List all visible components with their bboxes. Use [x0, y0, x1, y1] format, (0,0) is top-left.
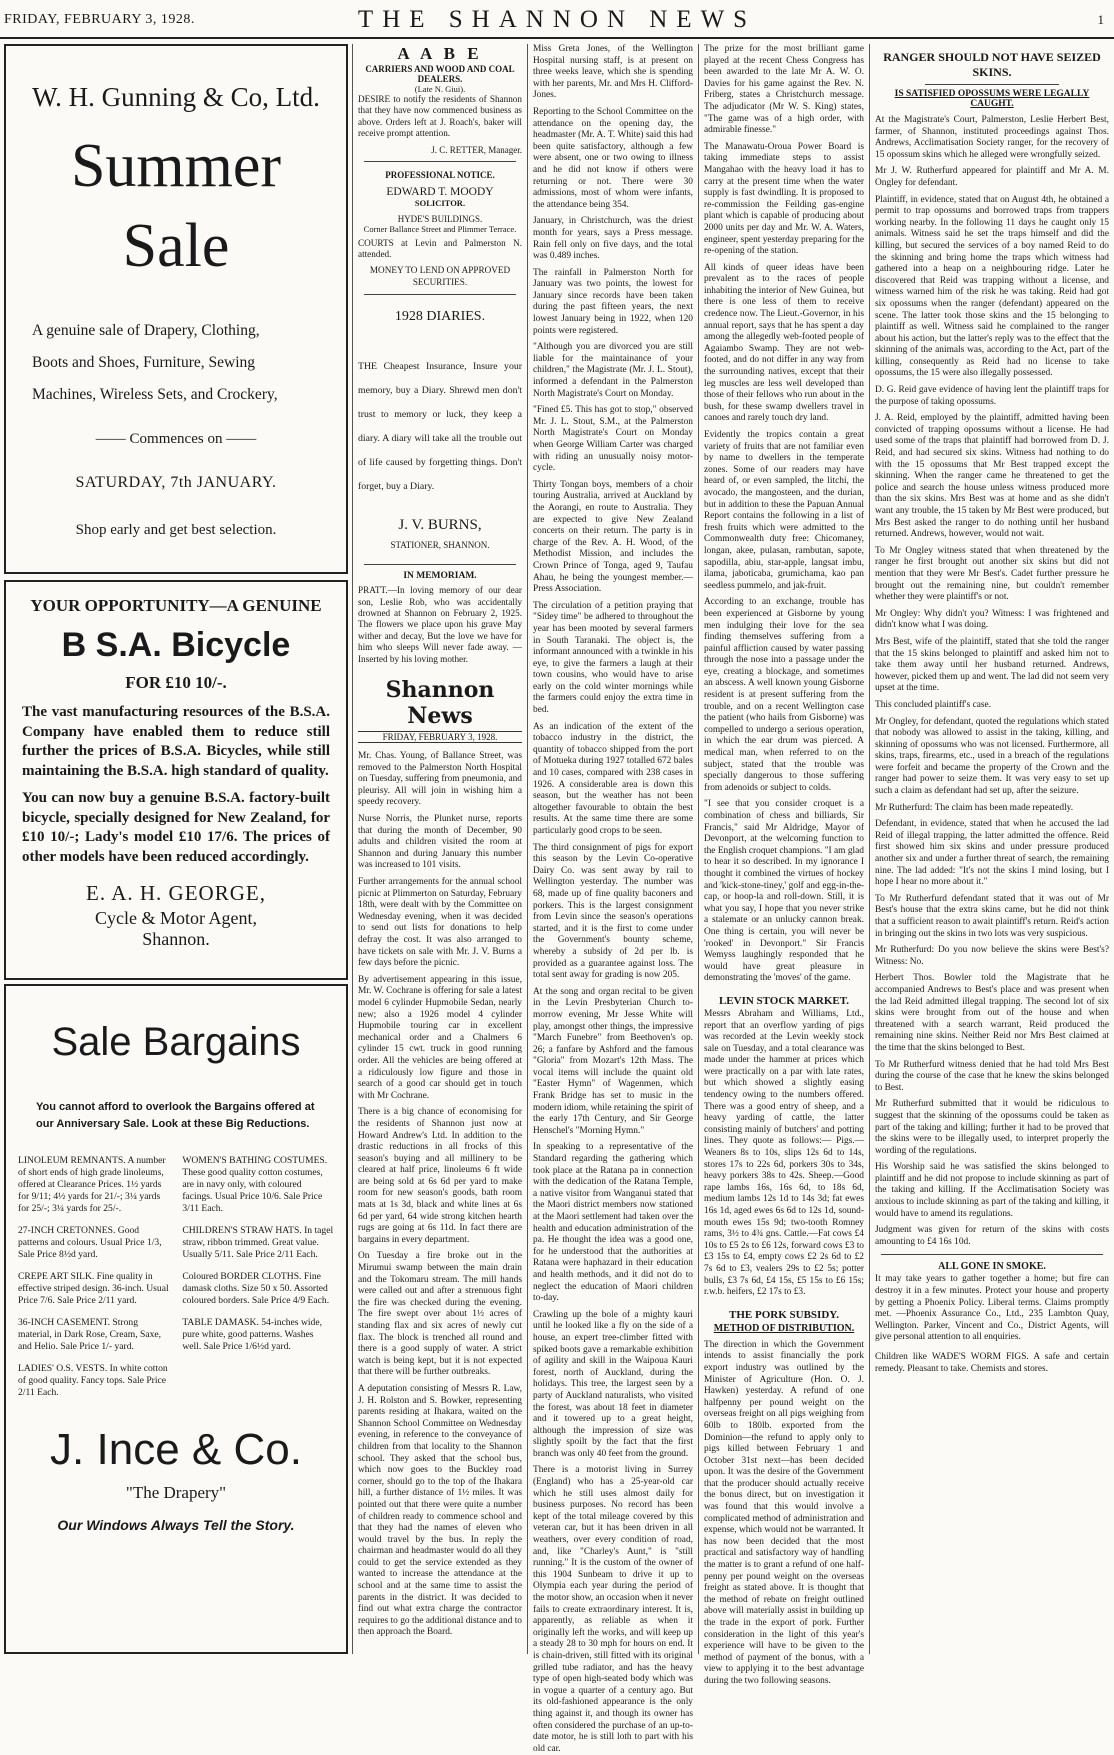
article-paragraph: Crawling up the bole of a mighty kauri until he looked like a fly on the side of a house, an expert tree-climber fitted with spiked boots gave a remarkable exhibition of agility and skill in the Waipoua Kauri forest, north of Auckland, during the holidays. This tree, the largest seen by a party of Auckland naturalists, who visited the forest, was about 18 feet in diameter and it towered up to a great height, although the impression of size was slightly spoilt by the fact that the first branch was only 40 feet from the ground. — [533, 1309, 693, 1459]
hyde-buildings: HYDE'S BUILDINGS. — [397, 213, 483, 224]
article-paragraph: Mr. Chas. Young, of Ballance Street, was removed to the Palmerston North Hospital on Tuesday, suffering from pneumonia, and pleurisy. All will join in wishing him a speedy recovery. — [358, 751, 522, 808]
newspaper-title: THE SHANNON NEWS — [357, 6, 757, 33]
column-3 — [533, 44, 693, 1754]
pork-subsidy-head: THE PORK SUBSIDY. — [729, 1308, 839, 1321]
bargain-list-right — [182, 1155, 334, 1409]
ranger-head: RANGER SHOULD NOT HAVE SEIZED SKINS. — [883, 50, 1101, 79]
bargain-item: CHILDREN'S STRAW HATS. In tagel straw, ribbon trimmed. Great value. Usually 5/11. Sale Price 2/11 Each. — [182, 1225, 334, 1260]
col4-articles — [704, 44, 864, 985]
burns-subtitle: STATIONER, SHANNON. — [390, 540, 490, 551]
col2-articles — [358, 751, 522, 1639]
gunning-summer-sale-ad — [4, 44, 348, 574]
bargain-item: 36-INCH CASEMENT. Strong material, in Dark Rose, Cream, Saxe, and Helio. Sale Price 1/- yard. — [18, 1317, 162, 1352]
article-paragraph: Herbert Thos. Bowler told the Magistrate that he accompanied Andrews to Best's place and was present when the lad Reid admitted illegal trapping. The second lot of six skins were brought from out of the house and when threatened with a search warrant, Reid produced the remaining nine skins. Neither Reid nor Mrs Best claimed at the time that the skins belonged to Best. — [875, 973, 1109, 1053]
article-paragraph: The prize for the most brilliant game played at the recent Chess Congress has been awarded to the late Mr A. W. O. Davies for his game against the Rev. N. Friberg, states a Christchurch message. The adjudicator (Mr W. S. King) states, "The game was of a high order, with admirable finesse." — [704, 44, 864, 136]
article-paragraph: D. G. Reid gave evidence of having lent the plaintiff traps for the purpose of taking opossums. — [875, 385, 1109, 407]
article-paragraph: Mr Rutherfurd submitted that it would be ridiculous to suggest that the skinning of the opossums could be taken as part of the taking and killing; further it had to be proved that the skins were to be illegally used, to interpret properly the wording of the regulations. — [875, 1099, 1109, 1156]
ad-firm-name: J. Ince & Co. — [50, 1425, 302, 1474]
ad-closing: Shop early and get best selection. — [75, 522, 277, 538]
phoenix-ad-text: It may take years to gather together a home; but fire can destroy it in a few minutes. Protect your house and property by getting a Phoenix Policy. Liberal terms. Claims promptly met. —Phoenix Assurance Co., Ltd., 235 Lambton Quay, Wellington. Parker, Vincent and Co., District Agents, will give personal attention to all enquiries. — [875, 1274, 1109, 1343]
article-paragraph: Judgment was given for return of the skins with costs amounting to £4 16s 10d. — [875, 1225, 1109, 1247]
bargain-item: WOMEN'S BATHING COSTUMES. These good quality cotton costumes, are in navy only, with coloured facings. Usual Price 10/6. Sale Price 3/11 Each. — [182, 1155, 328, 1214]
ad-agent-name: E. A. H. GEORGE, — [86, 881, 266, 905]
bargain-item: Coloured BORDER CLOTHS. Fine damask cloths. Size 50 x 50. Assorted coloured borders. Sale Price 4/9 Each. — [182, 1271, 330, 1306]
article-paragraph: Nurse Norris, the Plunket nurse, reports that during the month of December, 90 adults and children visited the room at Shannon and during January this number was increased to 101 visits. — [358, 814, 522, 871]
article-paragraph: As an indication of the extent of the tobacco industry in the district, the quantity of tobacco shipped from the port of Motueka during 1927 totalled 672 bales and 10 cases, compared with 238 cases in 1926. A considerable area is down this season, but the weather has not been altogether favourable to obtain the best results. At the same time there are some particularly good crops to be seen. — [533, 721, 693, 836]
aabe-notice: DESIRE to notify the residents of Shannon that they have now commenced business as above. Orders left at J. Roach's, baker will receive prompt attention. — [358, 94, 522, 139]
ad-intro: You cannot afford to overlook the Bargains offered at our Anniversary Sale. Look at these Big Reductions. — [36, 1101, 315, 1130]
article-paragraph: This concluded plaintiff's case. — [875, 699, 992, 710]
article-paragraph: The Manawatu-Oroua Power Board is taking immediate steps to assist Mangahao with the heavy load it has to carry at the present time when the water supply is fast dwindling. It is proposed to re-commission the Feilding gas-engine plant which is capable of producing about 2000 units per day and Mr. W. A. Waters, engineer, spent yesterday preparing for the re-opening of the station. — [704, 141, 864, 257]
ad-sale-date: SATURDAY, 7th JANUARY. — [75, 474, 277, 491]
bargain-item: TABLE DAMASK. 54-inches wide, pure white, good patterns. Washes well. Sale Price 1/6½d yard. — [182, 1317, 322, 1352]
article-paragraph: There is a big chance of economising for the residents of Shannon just now at Howard Andrew's Ltd. In addition to the drastic reductions in all frocks of this season's buying and all millinery to be cleared at half price, linoleums 6 ft wide are being sold at 6s 6d per yard to make room for new season's goods, bath room mats at 1s 3d, black and white lines at 6s 6d per yard, 64 wide strong kitchen hearth rugs are going at 6s 11d. In fact there are bargains in every department. — [358, 1107, 522, 1245]
ad-line: A genuine sale of Drapery, Clothing, — [32, 322, 260, 339]
memoriam-head: IN MEMORIAM. — [403, 571, 477, 582]
article-paragraph: Defendant, in evidence, stated that when he accused the lad Reid of illegal trapping, the latter admitted the offence. Reid first showed him six skins and under pressure produced another six and under a further threat of search, the remaining nine. The lad added: "It's not the skins I mind losing, but I hope I hear no more about it." — [875, 819, 1109, 888]
article-paragraph: By advertisement appearing in this issue, Mr. W. Cochrane is offering for sale a latest model 6 cylinder Hupmobile Sedan, nearly new; also a 1926 model 4 cylinder Hupmobile touring car in excellent mechanical order and a Chalmers 6 cylinder 15 cwt. truck in good running order. All the vehicles are being offered at a ridiculously low figure and those in search of a good car should get in touch with Mr Cochrane. — [358, 974, 522, 1101]
issue-date: FRIDAY, FEBRUARY 3, 1928. — [4, 12, 195, 27]
levin-stock-text: Messrs Abraham and Williams, Ltd., report that an overflow yarding of pigs was recorded at the Levin weekly stock sale on Tuesday, and a total clearance was made under the hammer at prices which were practically on a par with late rates, but which showed a slightly easing tendency owing to the numbers offered. There was a good entry of sheep, and a heavy yarding of cattle, the latter consisting mainly of butchers' and potting lines. They quote as follows:— Pigs.—Weaners 8s to 10s, slips 12s 6d to 14s, stores 17s to 22s 6d, porkers 30s to 34s, heavy porkers 38s to 42s. Sheep.—Good rape lambs 16s, 16s 6d, to 18s 6d, medium lambs 12s 1d to 14s 3d; fat ewes 16s 1d, aged ewes 6s 6d to 12s 1d, sound-mouth ewes 15s 9d; two-tooth Romney rams, 3½ to 4¾ gns. Cattle.—Fat cows £4 10s to £5 2s to £6 12s, forward cows £3 to £3 15s to £4, empty cows £2 2s 6d to £2 7s 6d to £3, vealers 29s to £2 5s; potter bulls, £3 7s 6d, £4 15s, £5 15s to £6 15s; r.w.b. heifers, £2 17s to £3. — [704, 1008, 864, 1298]
article-paragraph: Further arrangements for the annual school picnic at Plimmerton on Saturday, February 18th, were dealt with by the Committee on Wednesday evening, when it was decided to send out lists for donations to help defray the cost. It was also arranged to have tickets on sale with Mr. J. V. Burns a few days before the picnic. — [358, 877, 522, 969]
ad-title-summer: Summer — [70, 132, 282, 200]
levin-stock-head: LEVIN STOCK MARKET. — [718, 994, 850, 1007]
money-notice: MONEY TO LEND ON APPROVED SECURITIES. — [369, 265, 511, 287]
ad-title: Sale Bargains — [51, 1020, 301, 1064]
diaries-title: 1928 DIARIES. — [394, 309, 486, 325]
article-paragraph: At the Magistrate's Court, Palmerston, Leslie Herbert Best, farmer, of Shannon, instituted proceedings against Thos. Andrews, Acclimatisation Society ranger, for the recovery of 15 opossum skins which he alleged were wrongfully seized. — [875, 115, 1109, 160]
article-paragraph: There is a motorist living in Surrey (England) who has a 25-year-old car which he still uses almost daily for business purposes. No record has been kept of the total mileage covered by this veteran car, but it has been driven in all weathers, over every condition of road, and, like "Charley's Aunt," is "still running." It is the custom of the owner of this 1904 Sunbeam to drive it up to Olympia each year during the period of the motor show, an occasion when it never fails to create extraordinary interest. It is, apparently, as reliable as when it originally left the works, and will keep up a steady 28 to 30 mph for hours on end. It is chain-driven, still fitted with its original grilled tube radiator, and has the heavy type of open high-seated body which was in vogue a quarter of a century ago. But its old-fashioned appearance is the only thing against it, and though its owner has often considered the purchase of an up-to-date motor, he is still loth to part with his old car. — [533, 1465, 693, 1754]
article-paragraph: Mr Ongley, for defendant, quoted the regulations which stated that nobody was allowed to assist in the taking, killing, and skinning of opossums who was not licensed. Furthermore, all skins, traps, firearms, etc., used in a breach of the regulations were forfeit and became the property of the Crown and the ranger had power to seize them. It was very easy to set up such a claim as defendant had set up, after the seizure. — [875, 716, 1109, 797]
aabe-subtitle: CARRIERS AND WOOD AND COAL DEALERS. — [365, 64, 515, 84]
article-paragraph: Thirty Tongan boys, members of a choir touring Australia, arrived at Auckland by the Aorangi, en route to Australia. They are expected to give New Zealand concerts on their return. The party is in charge of the Rev. A. H. Wood, of the Methodist Mission, and includes the Crown Prince of Tonga, aged 9, Taufau Ahau, he being the youngest member.—Press Association. — [533, 479, 693, 595]
bargain-item: LINOLEUM REMNANTS. A number of short ends of high grade linoleums, offered at Clearance Prices. 1½ yards for 9/11; 4½ yards for 21/-; 3¼ yards for 25/-; 3¼ yards for 25/-. — [18, 1155, 166, 1214]
ad-paragraph: You can now buy a genuine B.S.A. factory-built bicycle, specially designed for New Zealand, for £10 10/-; Lady's model £10 17/6. The prices of other models have been reduced accordingly. — [22, 790, 330, 865]
ad-price: FOR £10 10/-. — [125, 673, 227, 692]
article-paragraph: A deputation consisting of Messrs R. Law, J. H. Rolston and S. Bowker, representing parents residing at Ihakara, waited on the Shannon School Committee on Wednesday evening, in reference to the conveyance of children from that locality to the Shannon school. They asked that the school bus, which now goes to the Buckley road corner, should go to the top of the Ihakara hill, a further distance of 1½ miles. It was pointed out that there were quite a number of children ready to commence school and that they had the names of eleven who would travel by the bus. In reply the chairman and headmaster would do all they could to get the service extended as they wanted to increase the attendance at the school and at the same time to assist the parents in the district. It was decided to find out what extra charge the contractor requires to go the additional distance and to then approach the Board. — [358, 1383, 522, 1638]
article-paragraph: Mrs Best, wife of the plaintiff, stated that she told the ranger that the 15 skins belonged to plaintiff and asked him not to take them away until her husband returned. Andrews, however, picked them up and went. The lad did not seem very upset at the time. — [875, 636, 1109, 694]
ad-paragraph: The vast manufacturing resources of the B.S.A. Company have enabled them to reduce still further the prices of B.S.A. Bicycles, while still maintaining the B.S.A. high standard of quality. — [22, 704, 330, 779]
article-paragraph: Plaintiff, in evidence, stated that on August 4th, he obtained a permit to trap opossums and borrowed traps from trappers working nearby. In the following 11 days he caught only 15 animals. Witness said he set the traps himself and did the killing, but secured the services of a boy named Reid to do the skinning and bring home the traps which witness had gathered into a heap on a neighbouring ridge. Later he discovered that Reid was trapping without a license, and witness warned him of the risk he was taking. Reid had got six opossums when the ranger (defendant) appeared on the scene. The latter took those skins and the 15 belonging to plaintiff as well. Witness said he complained to the ranger about his action, but the latter's reply was to the effect that the skinning of the animals was, according to the Act, part of the killing, consequently as Reid had no license to take opossums, the 15 were also illegally possessed. — [875, 194, 1109, 379]
ranger-sub: IS SATISFIED OPOSSUMS WERE LEGALLY CAUGHT. — [894, 89, 1090, 109]
article-paragraph: "I see that you consider croquet is a combination of chess and billiards, Sir Francis," said Mr Aldridge, Mayor of Devonport, at the welcoming function to the English croquet champions. "I am glad to hear it so described. In my ignorance I thought it combined the virtues of hockey and 'kick-stone-tiney,' golf and egg-in-the-cap, or hoop-la and roll-down. Still, it is what you say, I hope that you never strike a stalemate or an unlucky cannon break. One thing is certain, you will never be 'rooked' in Devonport." Sir Francis Wemyss laughingly responded that he would have great pleasure in demonstrating the 'moves' of the game. — [704, 799, 864, 984]
column-divider — [352, 44, 353, 1654]
article-paragraph: The rainfall in Palmerston North for January was two points, the lowest for January since records have been taken during the past fifteen years, the next lowest January being in 1922, when 120 points were registered. — [533, 267, 693, 336]
article-paragraph: To Mr Rutherfurd defendant stated that it was out of Mr Best's house that the extra skins came, but he did not think that a sufficient reason to await plaintiff's return. Reid's action in bringing out the skins in two lots was very suspicious. — [875, 893, 1109, 939]
article-paragraph: His Worship said he was satisfied the skins belonged to plaintiff and he did not propose to include skinning as part of the taking and killing. If the Acclimatisation Society was anxious to include skinning as part of the taking and killing, it would have to amend its regulations. — [875, 1162, 1109, 1219]
diaries-text: THE Cheapest Insurance, Insure your memory, buy a Diary. Shrewd men don't trust to memory or luck, they keep a diary. A diary will take all the trouble out of life caused by forgetting things. Don't forget, buy a Diary. — [358, 361, 522, 493]
aabe-title: A A B E — [397, 44, 483, 63]
ad-title-sale: Sale — [122, 212, 230, 280]
aabe-signature: J. C. RETTER, Manager. — [431, 144, 522, 155]
article-paragraph: Reporting to the School Committee on the attendance on the opening day, the headmaster (Mr. A. T. White) said this had been quite satisfactory, although a few were absent, one or two owing to illness and he did not know if others were returning or not. There were 30 admissions, most of whom were infants, the attendance being 354. — [533, 106, 693, 210]
professional-notice-head: PROFESSIONAL NOTICE. — [385, 169, 495, 180]
bargain-item: CREPE ART SILK. Fine quality in effective striped design. 36-inch. Usual Price 7/6. Sale Price 2/11 yard. — [18, 1271, 169, 1306]
ad-line: Machines, Wireless Sets, and Crockery, — [32, 386, 278, 403]
column-5 — [875, 44, 1109, 1654]
masthead-date: FRIDAY, FEBRUARY 3, 1928. — [358, 731, 522, 743]
moody-name: EDWARD T. MOODY — [386, 185, 494, 198]
bargain-list-left — [18, 1155, 170, 1409]
article-paragraph: To Mr Ongley witness stated that when threatened by the ranger he first brought out another six skins but did not mention that they were Mr Best's. Cadet further pressure he brought out the remaining nine, but couldn't remember whether they were plaintiff's or not. — [875, 545, 1109, 603]
ad-commences: —— Commences on —— — [95, 431, 257, 447]
article-paragraph: January, in Christchurch, was the driest month for years, says a Press message. Rain fell only on five days, and the total was 0.489 inches. — [533, 216, 693, 262]
ad-agent-role: Cycle & Motor Agent, — [95, 908, 257, 928]
article-paragraph: The circulation of a petition praying that "Sidey time" be adhered to throughout the year has been mooted by several farmers in South Taranaki. The object is, the informant announced with a twinkle in his eye, to give the farmers a laugh at their town cousins, who would have to arise early on the cold winter mornings while the farmers could enjoy the extra time in bed. — [533, 600, 693, 716]
article-paragraph: Mr J. W. Rutherfurd appeared for plaintiff and Mr A. M. Ongley for defendant. — [875, 166, 1109, 188]
bsa-bicycle-ad — [4, 580, 348, 980]
header-rule — [0, 37, 1114, 39]
ad-agent-town: Shannon. — [142, 929, 210, 949]
article-paragraph: To Mr Rutherfurd witness denied that he had told Mrs Best during the course of the case that he knew the skins belonged to Best. — [875, 1059, 1109, 1093]
hyde-address: Corner Ballance Street and Plimmer Terrace. — [363, 223, 517, 234]
ince-sale-bargains-ad — [4, 984, 348, 1654]
column-divider — [869, 44, 870, 1654]
aabe-late: (Late N. Giui). — [414, 84, 466, 94]
article-paragraph: At the song and organ recital to be given in the Levin Presbyterian Church to-morrow evening, Mr Jesse White will play, amongst other things, the impressive "March Funebre" from Beethoven's op. 26; a fanfare by Ashford and the famous "Gloria" from Mozart's 12th Mass. The vocal items will include the quaint old "Easter Hymn" of Wagenmen, which Frank Bridge has set to music in the modern idiom, while retaining the spirit of the early 17th Century, and Sir George Henschel's "Morning Hymn." — [533, 986, 693, 1136]
bargain-item: LADIES' O.S. VESTS. In white cotton of good quality. Fancy tops. Sale Price 2/11 Each. — [18, 1363, 168, 1398]
worm-figs-ad: Children like WADE'S WORM FIGS. A safe and certain remedy. Pleasant to take. Chemists and stores. — [875, 1352, 1109, 1374]
article-paragraph: "Fined £5. This has got to stop," observed Mr. J. L. Stout, S.M., at the Palmerston North Magistrate's Court on Monday when George William Carter was charged with riding an unusually noisy motor-cycle. — [533, 405, 693, 474]
column-divider — [698, 44, 699, 1654]
article-paragraph: Evidently the tropics contain a great variety of fruits that are not familiar even by name to dwellers in the temperate zones. Some of our readers may have heard of, or even sampled, the litchi, the avocado, the mangosteen, and the durian, but in addition to these the Papuan Annual Report contains the following in a list of fresh fruits which were admitted to the Commonwealth duty free: Chicomaney, longan, akee, pulasan, rambutan, sapote, sapodilla, abiu, star-apple, langsat imbu, ilama, jaboticaba, grumichama, kao pan seedless pummelo, and jak-fruit. — [704, 430, 864, 591]
column-divider — [527, 44, 528, 1654]
column-2 — [358, 44, 522, 1654]
article-paragraph: Mr Rutherfurd: The claim has been made repeatedly. — [875, 802, 1074, 813]
article-paragraph: In speaking to a representative of the Standard regarding the gathering which took place at the Ratana pa in connection with the dedication of the Ratana Temple, a native visitor from Wanganui stated that the Maori district members now stationed at the Maori settlement had taken over the health and education administration of the pa. He thought the idea was a good one, for he understood that the authorities at Ratana were haphazard in their education and health methods, and it did not do to neglect the education of Maori children to-day. — [533, 1142, 693, 1304]
ad-line: Boots and Shoes, Furniture, Sewing — [32, 354, 256, 371]
article-paragraph: J. A. Reid, employed by the plaintiff, admitted having been convicted of trapping opossums without a license. He had used some of the traps that plaintiff had borrowed from D. J. Reid, and had secured six skins. Witness had nothing to do with the 15 opossums that Mr Best trapped except the skinning. When the ranger came he threatened to get the police and search the house unless witness produced more than the six skins. Mrs Best was at home and as she didn't want any trouble, the 15 taken by Mr Best were produced, but Mrs Best asked the ranger to do nothing until her husband returned. Andrews, however, would not wait. — [875, 413, 1109, 540]
ranger-article — [875, 115, 1109, 1248]
page-number: 1 — [1097, 12, 1104, 27]
article-paragraph: All kinds of queer ideas have been prevalent as to the races of people inhabiting the interior of New Guinea, but there is one less of them to receive credence now. The Lieut.-Governor, in his annual report, says that he has spent a day among the allegedly web-footed people of Agaiambo Swamp. They are not web-footed, and do not differ in any way from the surrounding natives, except that their leg muscles are less well developed than those of their fellows who run about in the bush, for these swamp dwellers travel in canoes and rarely touch dry land. — [704, 262, 864, 424]
article-paragraph: The third consignment of pigs for export this season by the Levin Co-operative Dairy Co. was sent away by rail to Wellington yesterday. The number was 68, made up of fine quality baconers and porkers. This is the largest consignment from Levin since the season's operations started, and it is the first to come under the Government's bounty scheme, whereby a subsidy of 2d per lb. is provided as a guarantee against loss. The total sent away for grading is now 205. — [533, 842, 693, 981]
memoriam-text: PRATT.—In loving memory of our dear son, Leslie Rob, who was accidentally drowned at Shannon on February 2, 1925. The flowers we place upon his grave May wither and decay, But the love we have for him who sleeps Will never fade away. —Inserted by his loving mother. — [358, 585, 522, 664]
article-paragraph: Mr Rutherfurd: Do you now believe the skins were Best's? Witness: No. — [875, 945, 1109, 967]
article-paragraph: According to an exchange, trouble has been experienced at Gisborne by young men indulging their love for the sea finding themselves suffering from a painful affliction caused by water passing through the nose into a passage under the eye, creating a blockage, and sometimes an abscess. A well known young Gisborne resident is at present suffering from the trouble, and on a recent Wellington case the patient (who hails from Gisborne) was compelled to undergo a serious operation, in which the ear drum was pierced. A medical man, when referred to on the subject, stated that the trouble was specially dangerous to those suffering from adenoids or subject to colds. — [704, 597, 864, 793]
article-paragraph: Miss Greta Jones, of the Wellington Hospital nursing staff, is at present on three weeks leave, which she is spending with her parents, Mr. and Mrs H. Clifford-Jones. — [533, 44, 693, 101]
burns-name: J. V. BURNS, — [398, 517, 482, 534]
article-paragraph: On Tuesday a fire broke out in the Mirumui swamp between the main drain and the Tokomaru stream. The mill hands were called out and after a strenuous fight the fire was checked during the evening. The fire swept over about 1½ acres of standing flax and six acres of newly cut flax. The block is trenched all round and there is a good supply of water. A strict watch is being kept, but it is not expected that there will be further outbreaks. — [358, 1251, 522, 1378]
courts-notice: COURTS at Levin and Palmerston N. attended. — [358, 237, 522, 260]
ad-slogan: Our Windows Always Tell the Story. — [57, 1517, 295, 1533]
col3-articles — [533, 44, 693, 1755]
pork-subsidy-text: The direction in which the Government intends to assist financially the pork export industry was outlined by the Minister of Agriculture (Hon. O. J. Hawken) yesterday. A refund of one halfpenny per pound weight on the overseas freight on all pigs weighing from 60lb to 180lb. exported from the Dominion—the refund to apply only to pigs killed between February 1 and October 31st next—has been decided upon. It was the desire of the Government that the producer should actually receive the bonus direct, but on investigation it was found that this would involve a complicated method of administration and expense, which would not be warranted. It has now been decided that the most practical and satisfactory way of handling the matter is to grant a refund of one half-penny per pound weight on the overseas freight as stated above. It is thought that the method of rebate on freight outlined above will materially assist in building up the trade in the export of pork. Further consideration in the light of this year's experience will have to be given to the method of payment of the bonus, with a view to applying it to the best advantage during the two following seasons. — [704, 1339, 864, 1686]
ad-firm-name: W. H. Gunning & Co, Ltd. — [32, 82, 320, 112]
masthead: Shannon News — [385, 677, 495, 730]
ad-tagline: "The Drapery" — [125, 1483, 227, 1502]
page-header — [0, 0, 1114, 36]
ad-headline: YOUR OPPORTUNITY—A GENUINE — [30, 596, 322, 615]
pork-subsidy-sub: METHOD OF DISTRIBUTION. — [713, 1322, 855, 1334]
moody-solicitor: SOLICITOR. — [414, 197, 466, 208]
phoenix-ad-head: ALL GONE IN SMOKE. — [938, 1261, 1046, 1273]
bargain-item: 27-INCH CRETONNES. Good patterns and colours. Usual Price 1/3, Sale Price 8½d yard. — [18, 1225, 162, 1260]
column-4 — [704, 44, 864, 1686]
article-paragraph: Mr Ongley: Why didn't you? Witness: I was frightened and didn't know what I was doing. — [875, 608, 1109, 631]
ad-bicycle-title: B S.A. Bicycle — [61, 626, 291, 664]
article-paragraph: "Although you are divorced you are still liable for the maintainance of your children," the Magistrate (Mr. J. L. Stout), informed a defendant in the Palmerston North Magistrate's Court on Monday. — [533, 342, 693, 399]
